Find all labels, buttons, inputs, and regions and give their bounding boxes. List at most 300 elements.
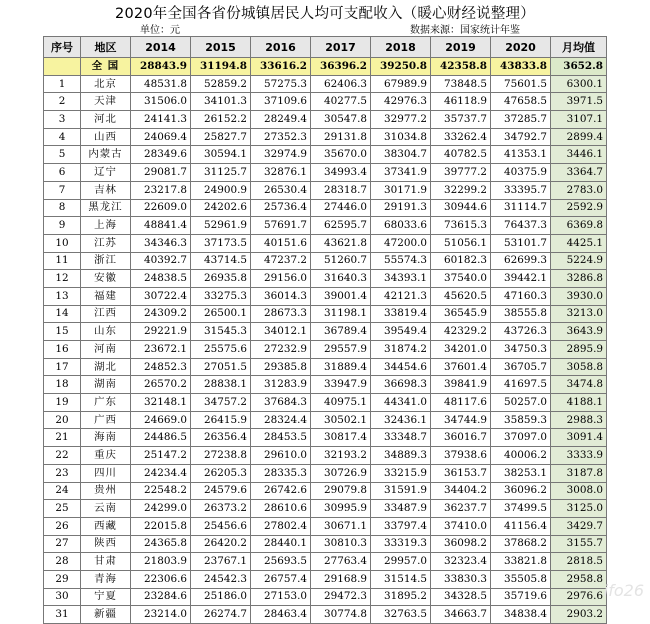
table-row (44, 75, 607, 93)
row-value: 26415.9 (191, 411, 251, 429)
row-value: 29156.0 (251, 270, 311, 288)
row-value: 29081.7 (131, 164, 191, 182)
national-row (44, 58, 607, 76)
national-monthly-average: 3652.8 (551, 58, 607, 76)
row-index: 5 (44, 146, 81, 164)
row-value: 31114.7 (491, 199, 551, 217)
row-region: 河南 (81, 341, 131, 359)
table-row (44, 447, 607, 465)
table-row (44, 517, 607, 535)
row-value: 25186.0 (191, 588, 251, 606)
row-region: 青海 (81, 570, 131, 588)
row-value: 33348.7 (371, 429, 431, 447)
row-value: 25827.7 (191, 128, 251, 146)
row-region: 河北 (81, 111, 131, 129)
row-value: 33821.8 (491, 553, 551, 571)
unit-label: 单位：元 (140, 25, 180, 36)
row-value: 35719.6 (491, 588, 551, 606)
row-region: 黑龙江 (81, 199, 131, 217)
row-region: 四川 (81, 464, 131, 482)
row-value: 76437.3 (491, 217, 551, 235)
row-value: 30671.1 (311, 517, 371, 535)
row-value: 24202.6 (191, 199, 251, 217)
row-value: 34101.3 (191, 93, 251, 111)
row-value: 26274.7 (191, 606, 251, 624)
header-year-2017: 2017 (311, 37, 371, 58)
row-value: 46118.9 (431, 93, 491, 111)
row-value: 24542.3 (191, 570, 251, 588)
row-value: 24838.5 (131, 270, 191, 288)
row-value: 23284.6 (131, 588, 191, 606)
row-region: 广东 (81, 394, 131, 412)
row-value: 30817.4 (311, 429, 371, 447)
header-year-2020: 2020 (491, 37, 551, 58)
row-value: 24852.3 (131, 358, 191, 376)
row-value: 34838.4 (491, 606, 551, 624)
page-title: 2020年全国各省份城镇居民人均可支配收入（暖心财经说整理） (115, 6, 535, 22)
row-value: 32193.2 (311, 447, 371, 465)
row-value: 50257.0 (491, 394, 551, 412)
row-value: 34454.6 (371, 358, 431, 376)
source-label: 数据来源：国家统计年鉴 (410, 25, 520, 36)
table-row (44, 341, 607, 359)
row-value: 40006.2 (491, 447, 551, 465)
income-table (43, 36, 607, 624)
row-value: 38304.7 (371, 146, 431, 164)
row-value: 27802.4 (251, 517, 311, 535)
table-row (44, 553, 607, 571)
row-monthly-average: 2988.3 (551, 411, 607, 429)
table-row (44, 500, 607, 518)
row-value: 36698.3 (371, 376, 431, 394)
row-index: 26 (44, 517, 81, 535)
row-value: 47658.5 (491, 93, 551, 111)
row-value: 24309.2 (131, 305, 191, 323)
row-index: 31 (44, 606, 81, 624)
table-row (44, 429, 607, 447)
row-value: 40375.9 (491, 164, 551, 182)
header-year-2018: 2018 (371, 37, 431, 58)
row-monthly-average: 3091.4 (551, 429, 607, 447)
row-value: 33215.9 (371, 464, 431, 482)
row-value: 26500.1 (191, 305, 251, 323)
row-value: 37938.6 (431, 447, 491, 465)
row-value: 31545.3 (191, 323, 251, 341)
row-value: 31283.9 (251, 376, 311, 394)
row-value: 39442.1 (491, 270, 551, 288)
table-row (44, 358, 607, 376)
row-monthly-average: 4425.1 (551, 234, 607, 252)
row-value: 26757.4 (251, 570, 311, 588)
row-value: 27763.4 (311, 553, 371, 571)
row-value: 41156.4 (491, 517, 551, 535)
row-value: 24669.0 (131, 411, 191, 429)
row-value: 62699.3 (491, 252, 551, 270)
row-value: 33947.9 (311, 376, 371, 394)
row-value: 31640.3 (311, 270, 371, 288)
row-value: 34663.7 (431, 606, 491, 624)
row-value: 41353.1 (491, 146, 551, 164)
row-value: 23672.1 (131, 341, 191, 359)
row-value: 35505.8 (491, 570, 551, 588)
header-row (44, 37, 607, 58)
row-value: 29079.8 (311, 482, 371, 500)
row-value: 62406.3 (311, 75, 371, 93)
row-monthly-average: 2903.2 (551, 606, 607, 624)
table-row (44, 252, 607, 270)
row-value: 39001.4 (311, 287, 371, 305)
table-row (44, 199, 607, 217)
row-value: 30995.9 (311, 500, 371, 518)
row-region: 陕西 (81, 535, 131, 553)
row-value: 26373.2 (191, 500, 251, 518)
row-value: 28349.6 (131, 146, 191, 164)
row-index: 29 (44, 570, 81, 588)
table-row (44, 394, 607, 412)
table-row (44, 588, 607, 606)
row-index: 12 (44, 270, 81, 288)
table-row (44, 323, 607, 341)
row-region: 贵州 (81, 482, 131, 500)
table-row (44, 146, 607, 164)
row-monthly-average: 3213.0 (551, 305, 607, 323)
row-value: 48531.8 (131, 75, 191, 93)
header-year-2019: 2019 (431, 37, 491, 58)
row-value: 47237.2 (251, 252, 311, 270)
row-value: 36153.7 (431, 464, 491, 482)
row-region: 新疆 (81, 606, 131, 624)
row-value: 27051.5 (191, 358, 251, 376)
row-monthly-average: 2592.9 (551, 199, 607, 217)
national-index (44, 58, 81, 76)
row-value: 37499.5 (491, 500, 551, 518)
row-value: 34404.2 (431, 482, 491, 500)
row-region: 山西 (81, 128, 131, 146)
row-region: 江西 (81, 305, 131, 323)
table-row (44, 411, 607, 429)
table-row (44, 181, 607, 199)
row-value: 29221.9 (131, 323, 191, 341)
row-value: 22015.8 (131, 517, 191, 535)
row-value: 26356.4 (191, 429, 251, 447)
row-value: 51260.7 (311, 252, 371, 270)
row-monthly-average: 3429.7 (551, 517, 607, 535)
row-value: 39777.2 (431, 164, 491, 182)
row-region: 天津 (81, 93, 131, 111)
watermark: ifo26 (603, 581, 644, 600)
row-monthly-average: 2895.9 (551, 341, 607, 359)
row-monthly-average: 6300.1 (551, 75, 607, 93)
row-region: 甘肃 (81, 553, 131, 571)
row-index: 30 (44, 588, 81, 606)
row-value: 29131.8 (311, 128, 371, 146)
row-value: 22609.0 (131, 199, 191, 217)
national-region: 全 国 (81, 58, 131, 76)
row-region: 安徽 (81, 270, 131, 288)
row-index: 27 (44, 535, 81, 553)
table-row (44, 234, 607, 252)
national-value: 42358.8 (431, 58, 491, 76)
row-value: 35737.7 (431, 111, 491, 129)
row-monthly-average: 2818.5 (551, 553, 607, 571)
table-row (44, 305, 607, 323)
row-value: 36545.9 (431, 305, 491, 323)
row-value: 51056.1 (431, 234, 491, 252)
row-value: 25456.6 (191, 517, 251, 535)
row-value: 33275.3 (191, 287, 251, 305)
row-value: 35859.3 (491, 411, 551, 429)
row-value: 29191.3 (371, 199, 431, 217)
row-value: 32974.9 (251, 146, 311, 164)
row-index: 22 (44, 447, 81, 465)
row-value: 34792.7 (491, 128, 551, 146)
row-value: 28440.1 (251, 535, 311, 553)
row-value: 22306.6 (131, 570, 191, 588)
row-value: 34346.3 (131, 234, 191, 252)
row-region: 西藏 (81, 517, 131, 535)
table-row (44, 535, 607, 553)
row-value: 32299.2 (431, 181, 491, 199)
row-index: 25 (44, 500, 81, 518)
row-value: 36098.2 (431, 535, 491, 553)
row-value: 30944.6 (431, 199, 491, 217)
row-value: 26205.3 (191, 464, 251, 482)
row-value: 31591.9 (371, 482, 431, 500)
row-value: 31889.4 (311, 358, 371, 376)
row-value: 73615.3 (431, 217, 491, 235)
row-value: 42121.3 (371, 287, 431, 305)
row-value: 33262.4 (431, 128, 491, 146)
row-value: 30171.9 (371, 181, 431, 199)
table-row (44, 164, 607, 182)
row-index: 4 (44, 128, 81, 146)
row-index: 3 (44, 111, 81, 129)
row-value: 23214.0 (131, 606, 191, 624)
row-value: 36237.7 (431, 500, 491, 518)
row-value: 37868.2 (491, 535, 551, 553)
row-monthly-average: 6369.8 (551, 217, 607, 235)
row-value: 28463.4 (251, 606, 311, 624)
table-row (44, 270, 607, 288)
row-value: 34750.3 (491, 341, 551, 359)
row-value: 30502.1 (311, 411, 371, 429)
row-value: 31125.7 (191, 164, 251, 182)
row-region: 上海 (81, 217, 131, 235)
row-value: 37540.0 (431, 270, 491, 288)
row-value: 26742.6 (251, 482, 311, 500)
row-value: 41697.5 (491, 376, 551, 394)
row-value: 31034.8 (371, 128, 431, 146)
row-value: 32436.1 (371, 411, 431, 429)
row-index: 21 (44, 429, 81, 447)
row-value: 30726.9 (311, 464, 371, 482)
row-value: 37410.0 (431, 517, 491, 535)
national-value: 28843.9 (131, 58, 191, 76)
row-value: 33819.4 (371, 305, 431, 323)
row-value: 29168.9 (311, 570, 371, 588)
table-row (44, 217, 607, 235)
row-value: 62595.7 (311, 217, 371, 235)
row-region: 海南 (81, 429, 131, 447)
row-value: 26420.2 (191, 535, 251, 553)
row-value: 29957.0 (371, 553, 431, 571)
row-value: 24486.5 (131, 429, 191, 447)
row-value: 36016.7 (431, 429, 491, 447)
row-index: 13 (44, 287, 81, 305)
row-index: 19 (44, 394, 81, 412)
row-value: 27238.8 (191, 447, 251, 465)
national-value: 33616.2 (251, 58, 311, 76)
row-value: 32148.1 (131, 394, 191, 412)
row-value: 31895.2 (371, 588, 431, 606)
row-value: 37341.9 (371, 164, 431, 182)
row-value: 28335.3 (251, 464, 311, 482)
row-monthly-average: 3930.0 (551, 287, 607, 305)
row-index: 1 (44, 75, 81, 93)
row-value: 33487.9 (371, 500, 431, 518)
row-region: 辽宁 (81, 164, 131, 182)
table-row (44, 93, 607, 111)
row-value: 43714.5 (191, 252, 251, 270)
row-index: 10 (44, 234, 81, 252)
row-value: 30774.8 (311, 606, 371, 624)
header-year-2015: 2015 (191, 37, 251, 58)
row-index: 6 (44, 164, 81, 182)
row-value: 27232.9 (251, 341, 311, 359)
row-value: 37173.5 (191, 234, 251, 252)
row-monthly-average: 2976.6 (551, 588, 607, 606)
row-region: 福建 (81, 287, 131, 305)
row-value: 57691.7 (251, 217, 311, 235)
row-value: 40975.1 (311, 394, 371, 412)
row-value: 33830.3 (431, 570, 491, 588)
row-value: 30594.1 (191, 146, 251, 164)
row-monthly-average: 4188.1 (551, 394, 607, 412)
row-monthly-average: 3058.8 (551, 358, 607, 376)
row-value: 30810.3 (311, 535, 371, 553)
row-value: 39549.4 (371, 323, 431, 341)
header-monthly-average: 月均值 (551, 37, 607, 58)
row-region: 云南 (81, 500, 131, 518)
row-region: 湖北 (81, 358, 131, 376)
row-value: 43726.3 (491, 323, 551, 341)
row-monthly-average: 3643.9 (551, 323, 607, 341)
row-region: 北京 (81, 75, 131, 93)
row-value: 25736.4 (251, 199, 311, 217)
row-value: 26152.2 (191, 111, 251, 129)
row-value: 36096.2 (491, 482, 551, 500)
row-value: 24069.4 (131, 128, 191, 146)
row-value: 30722.4 (131, 287, 191, 305)
table-row (44, 376, 607, 394)
row-index: 2 (44, 93, 81, 111)
row-monthly-average: 3971.5 (551, 93, 607, 111)
national-value: 36396.2 (311, 58, 371, 76)
table-row (44, 128, 607, 146)
row-value: 44341.0 (371, 394, 431, 412)
row-value: 47160.3 (491, 287, 551, 305)
row-value: 33319.3 (371, 535, 431, 553)
row-value: 67989.9 (371, 75, 431, 93)
row-region: 重庆 (81, 447, 131, 465)
row-value: 29610.0 (251, 447, 311, 465)
row-value: 23217.8 (131, 181, 191, 199)
row-region: 宁夏 (81, 588, 131, 606)
row-value: 28453.5 (251, 429, 311, 447)
row-value: 42329.2 (431, 323, 491, 341)
row-value: 34744.9 (431, 411, 491, 429)
row-value: 34757.2 (191, 394, 251, 412)
row-index: 8 (44, 199, 81, 217)
row-value: 24141.3 (131, 111, 191, 129)
row-value: 68033.6 (371, 217, 431, 235)
row-region: 吉林 (81, 181, 131, 199)
row-index: 18 (44, 376, 81, 394)
row-value: 60182.3 (431, 252, 491, 270)
row-index: 16 (44, 341, 81, 359)
header-year-2014: 2014 (131, 37, 191, 58)
row-region: 湖南 (81, 376, 131, 394)
row-value: 28318.7 (311, 181, 371, 199)
row-monthly-average: 3155.7 (551, 535, 607, 553)
row-value: 25693.5 (251, 553, 311, 571)
row-value: 26935.8 (191, 270, 251, 288)
row-value: 34993.4 (311, 164, 371, 182)
table-row (44, 570, 607, 588)
national-value: 31194.8 (191, 58, 251, 76)
row-value: 27352.3 (251, 128, 311, 146)
row-monthly-average: 5224.9 (551, 252, 607, 270)
row-value: 37285.7 (491, 111, 551, 129)
row-value: 22548.2 (131, 482, 191, 500)
row-index: 15 (44, 323, 81, 341)
row-value: 27153.0 (251, 588, 311, 606)
row-value: 38253.1 (491, 464, 551, 482)
row-value: 28673.3 (251, 305, 311, 323)
row-value: 36014.3 (251, 287, 311, 305)
row-monthly-average: 2783.0 (551, 181, 607, 199)
row-index: 20 (44, 411, 81, 429)
row-index: 11 (44, 252, 81, 270)
row-value: 29385.8 (251, 358, 311, 376)
row-value: 24900.9 (191, 181, 251, 199)
table-row (44, 287, 607, 305)
row-value: 39841.9 (431, 376, 491, 394)
row-value: 75601.5 (491, 75, 551, 93)
row-monthly-average: 3107.1 (551, 111, 607, 129)
row-value: 36789.4 (311, 323, 371, 341)
row-monthly-average: 3446.1 (551, 146, 607, 164)
row-value: 40151.6 (251, 234, 311, 252)
row-value: 32977.2 (371, 111, 431, 129)
row-value: 24365.8 (131, 535, 191, 553)
table-row (44, 606, 607, 624)
row-region: 江苏 (81, 234, 131, 252)
row-monthly-average: 3187.8 (551, 464, 607, 482)
row-value: 28249.4 (251, 111, 311, 129)
row-value: 73848.5 (431, 75, 491, 93)
row-value: 34201.0 (431, 341, 491, 359)
row-value: 31874.2 (371, 341, 431, 359)
row-value: 42976.3 (371, 93, 431, 111)
row-value: 34393.1 (371, 270, 431, 288)
row-value: 31198.1 (311, 305, 371, 323)
row-region: 山东 (81, 323, 131, 341)
row-value: 37097.0 (491, 429, 551, 447)
row-index: 23 (44, 464, 81, 482)
row-value: 52859.2 (191, 75, 251, 93)
row-monthly-average: 3286.8 (551, 270, 607, 288)
